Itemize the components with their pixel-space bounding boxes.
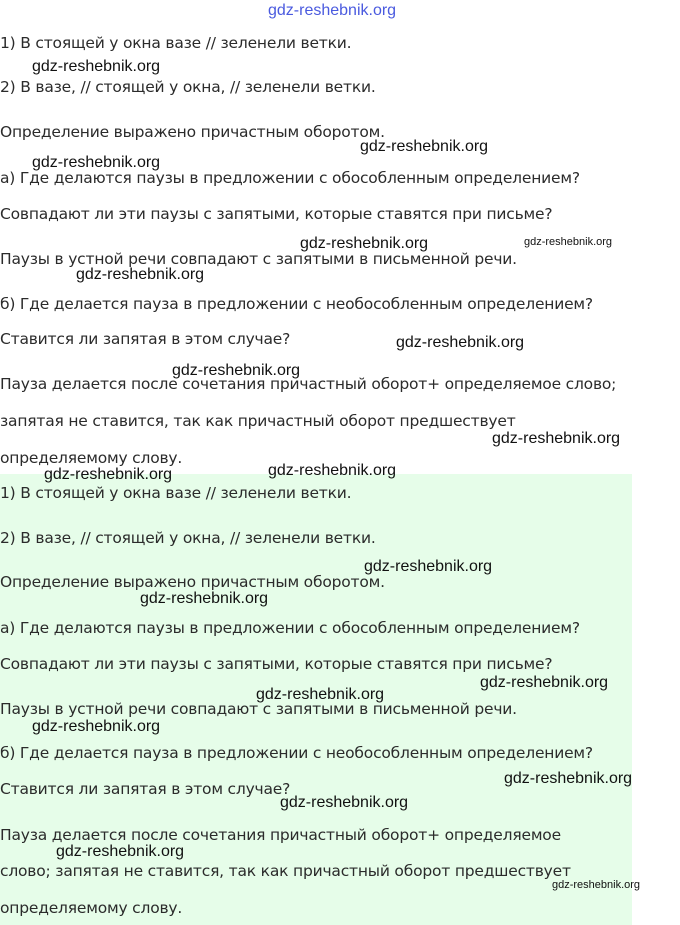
watermark: gdz-reshebnik.org bbox=[280, 794, 409, 811]
watermark: gdz-reshebnik.org bbox=[552, 879, 641, 891]
text-line: Определение выражено причастным оборотом. bbox=[0, 573, 385, 591]
text-line: б) Где делается пауза в предложении с необособленным определением? bbox=[0, 295, 593, 313]
text-line: а) Где делаются паузы в предложении с обособленным определением? bbox=[0, 619, 580, 637]
text-line: Пауза делается после сочетания причастный оборот+ определяемое bbox=[0, 826, 561, 844]
text-line: Паузы в устной речи совпадают с запятыми в письменной речи. bbox=[0, 700, 517, 718]
watermark: gdz-reshebnik.org bbox=[396, 334, 525, 351]
text-line: слово; запятая не ставится, так как причастный оборот предшествует bbox=[0, 862, 571, 880]
text-line: 1) В стоящей у окна вазе // зеленели ветки. bbox=[0, 484, 352, 502]
watermark: gdz-reshebnik.org bbox=[524, 236, 613, 248]
watermark: gdz-reshebnik.org bbox=[256, 686, 385, 703]
watermark: gdz-reshebnik.org bbox=[56, 843, 185, 860]
text-line: 1) В стоящей у окна вазе // зеленели ветки. bbox=[0, 34, 352, 52]
text-line: Совпадают ли эти паузы с запятыми, которые ставятся при письме? bbox=[0, 205, 553, 223]
watermark: gdz-reshebnik.org bbox=[32, 154, 161, 171]
text-line: определяемому слову. bbox=[0, 899, 183, 917]
watermark: gdz-reshebnik.org bbox=[480, 674, 609, 691]
watermark: gdz-reshebnik.org bbox=[32, 718, 161, 735]
text-line: определяемому слову. bbox=[0, 449, 183, 467]
text-line: 2) В вазе, // стоящей у окна, // зеленели ветки. bbox=[0, 78, 376, 96]
watermark: gdz-reshebnik.org bbox=[268, 462, 397, 479]
text-line: а) Где делаются паузы в предложении с обособленным определением? bbox=[0, 169, 580, 187]
text-line: 2) В вазе, // стоящей у окна, // зеленели ветки. bbox=[0, 529, 376, 547]
watermark: gdz-reshebnik.org bbox=[364, 558, 493, 575]
watermark: gdz-reshebnik.org bbox=[360, 138, 489, 155]
text-line: Пауза делается после сочетания причастный оборот+ определяемое слово; bbox=[0, 375, 617, 393]
watermark: gdz-reshebnik.org bbox=[492, 430, 621, 447]
watermark: gdz-reshebnik.org bbox=[140, 590, 269, 607]
text-line: Определение выражено причастным оборотом. bbox=[0, 123, 385, 141]
watermark: gdz-reshebnik.org bbox=[32, 58, 161, 75]
text-line: б) Где делается пауза в предложении с необособленным определением? bbox=[0, 744, 593, 762]
text-line: Ставится ли запятая в этом случае? bbox=[0, 780, 291, 798]
text-line: Паузы в устной речи совпадают с запятыми в письменной речи. bbox=[0, 250, 517, 268]
watermark: gdz-reshebnik.org bbox=[44, 466, 173, 483]
header-watermark: gdz-reshebnik.org bbox=[268, 2, 397, 19]
watermark: gdz-reshebnik.org bbox=[300, 235, 429, 252]
watermark: gdz-reshebnik.org bbox=[504, 770, 633, 787]
text-line: Совпадают ли эти паузы с запятыми, которые ставятся при письме? bbox=[0, 655, 553, 673]
watermark: gdz-reshebnik.org bbox=[76, 266, 205, 283]
text-line: Ставится ли запятая в этом случае? bbox=[0, 330, 291, 348]
watermark: gdz-reshebnik.org bbox=[172, 362, 301, 379]
text-line: запятая не ставится, так как причастный оборот предшествует bbox=[0, 412, 516, 430]
